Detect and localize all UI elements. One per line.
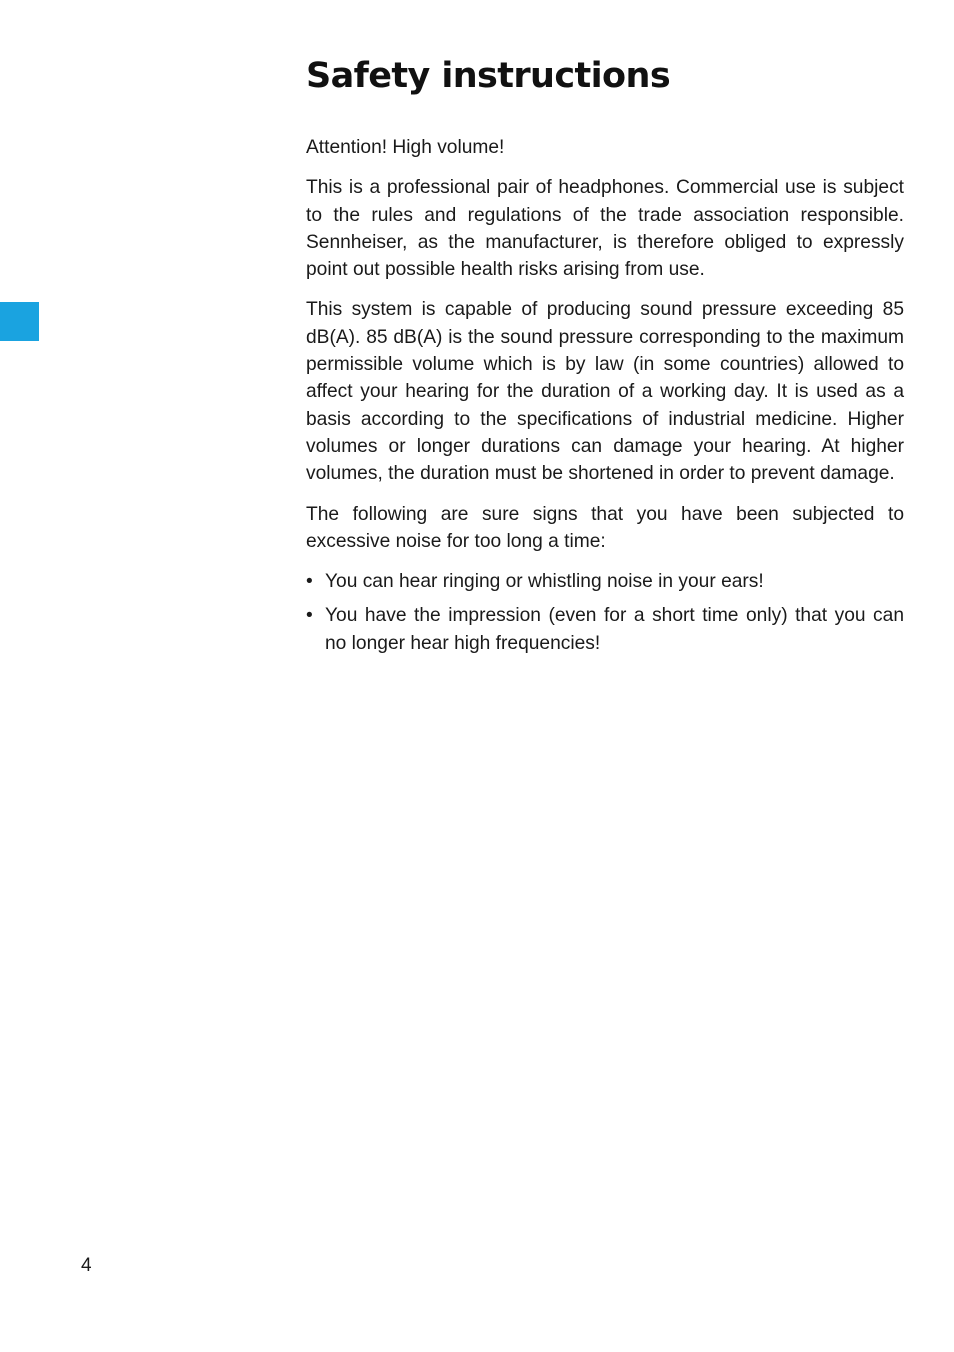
- list-item-text: You can hear ringing or whistling noise in your ears!: [325, 571, 764, 593]
- attention-heading: Attention! High volume!: [306, 137, 505, 158]
- safety-content: [306, 134, 904, 664]
- section-marker-tab: [0, 302, 39, 341]
- list-item: [306, 568, 904, 595]
- bullet-icon: •: [306, 605, 313, 627]
- list-item-text: You have the impression (even for a short time only) that you can no longer hear high frequencies!: [325, 605, 904, 654]
- page-title: Safety instructions: [306, 56, 671, 96]
- paragraph-professional-use: This is a professional pair of headphones. Commercial use is subject to the rules and regulations of the trade association responsible. Sennheiser, as the manufacturer, is therefore obliged to expressly point out possible health risks arising from use.: [306, 177, 904, 281]
- warning-signs-list: [306, 568, 904, 657]
- paragraph-sound-pressure: This system is capable of producing sound pressure exceeding 85 dB(A). 85 dB(A) is the sound pressure corresponding to the maximum permissible volume which is by law (in some countries) allowed to affect your hearing for the duration of a working day. It is used as a basis according to the specifications of industrial medicine. Higher volumes or longer durations can damage your hearing. At higher volumes, the duration must be shortened in order to prevent damage.: [306, 299, 904, 485]
- page-number: 4: [81, 1255, 92, 1276]
- bullet-icon: •: [306, 571, 313, 593]
- paragraph-warning-signs-intro: The following are sure signs that you have been subjected to excessive noise for too long a time:: [306, 503, 904, 552]
- list-item: [306, 602, 904, 657]
